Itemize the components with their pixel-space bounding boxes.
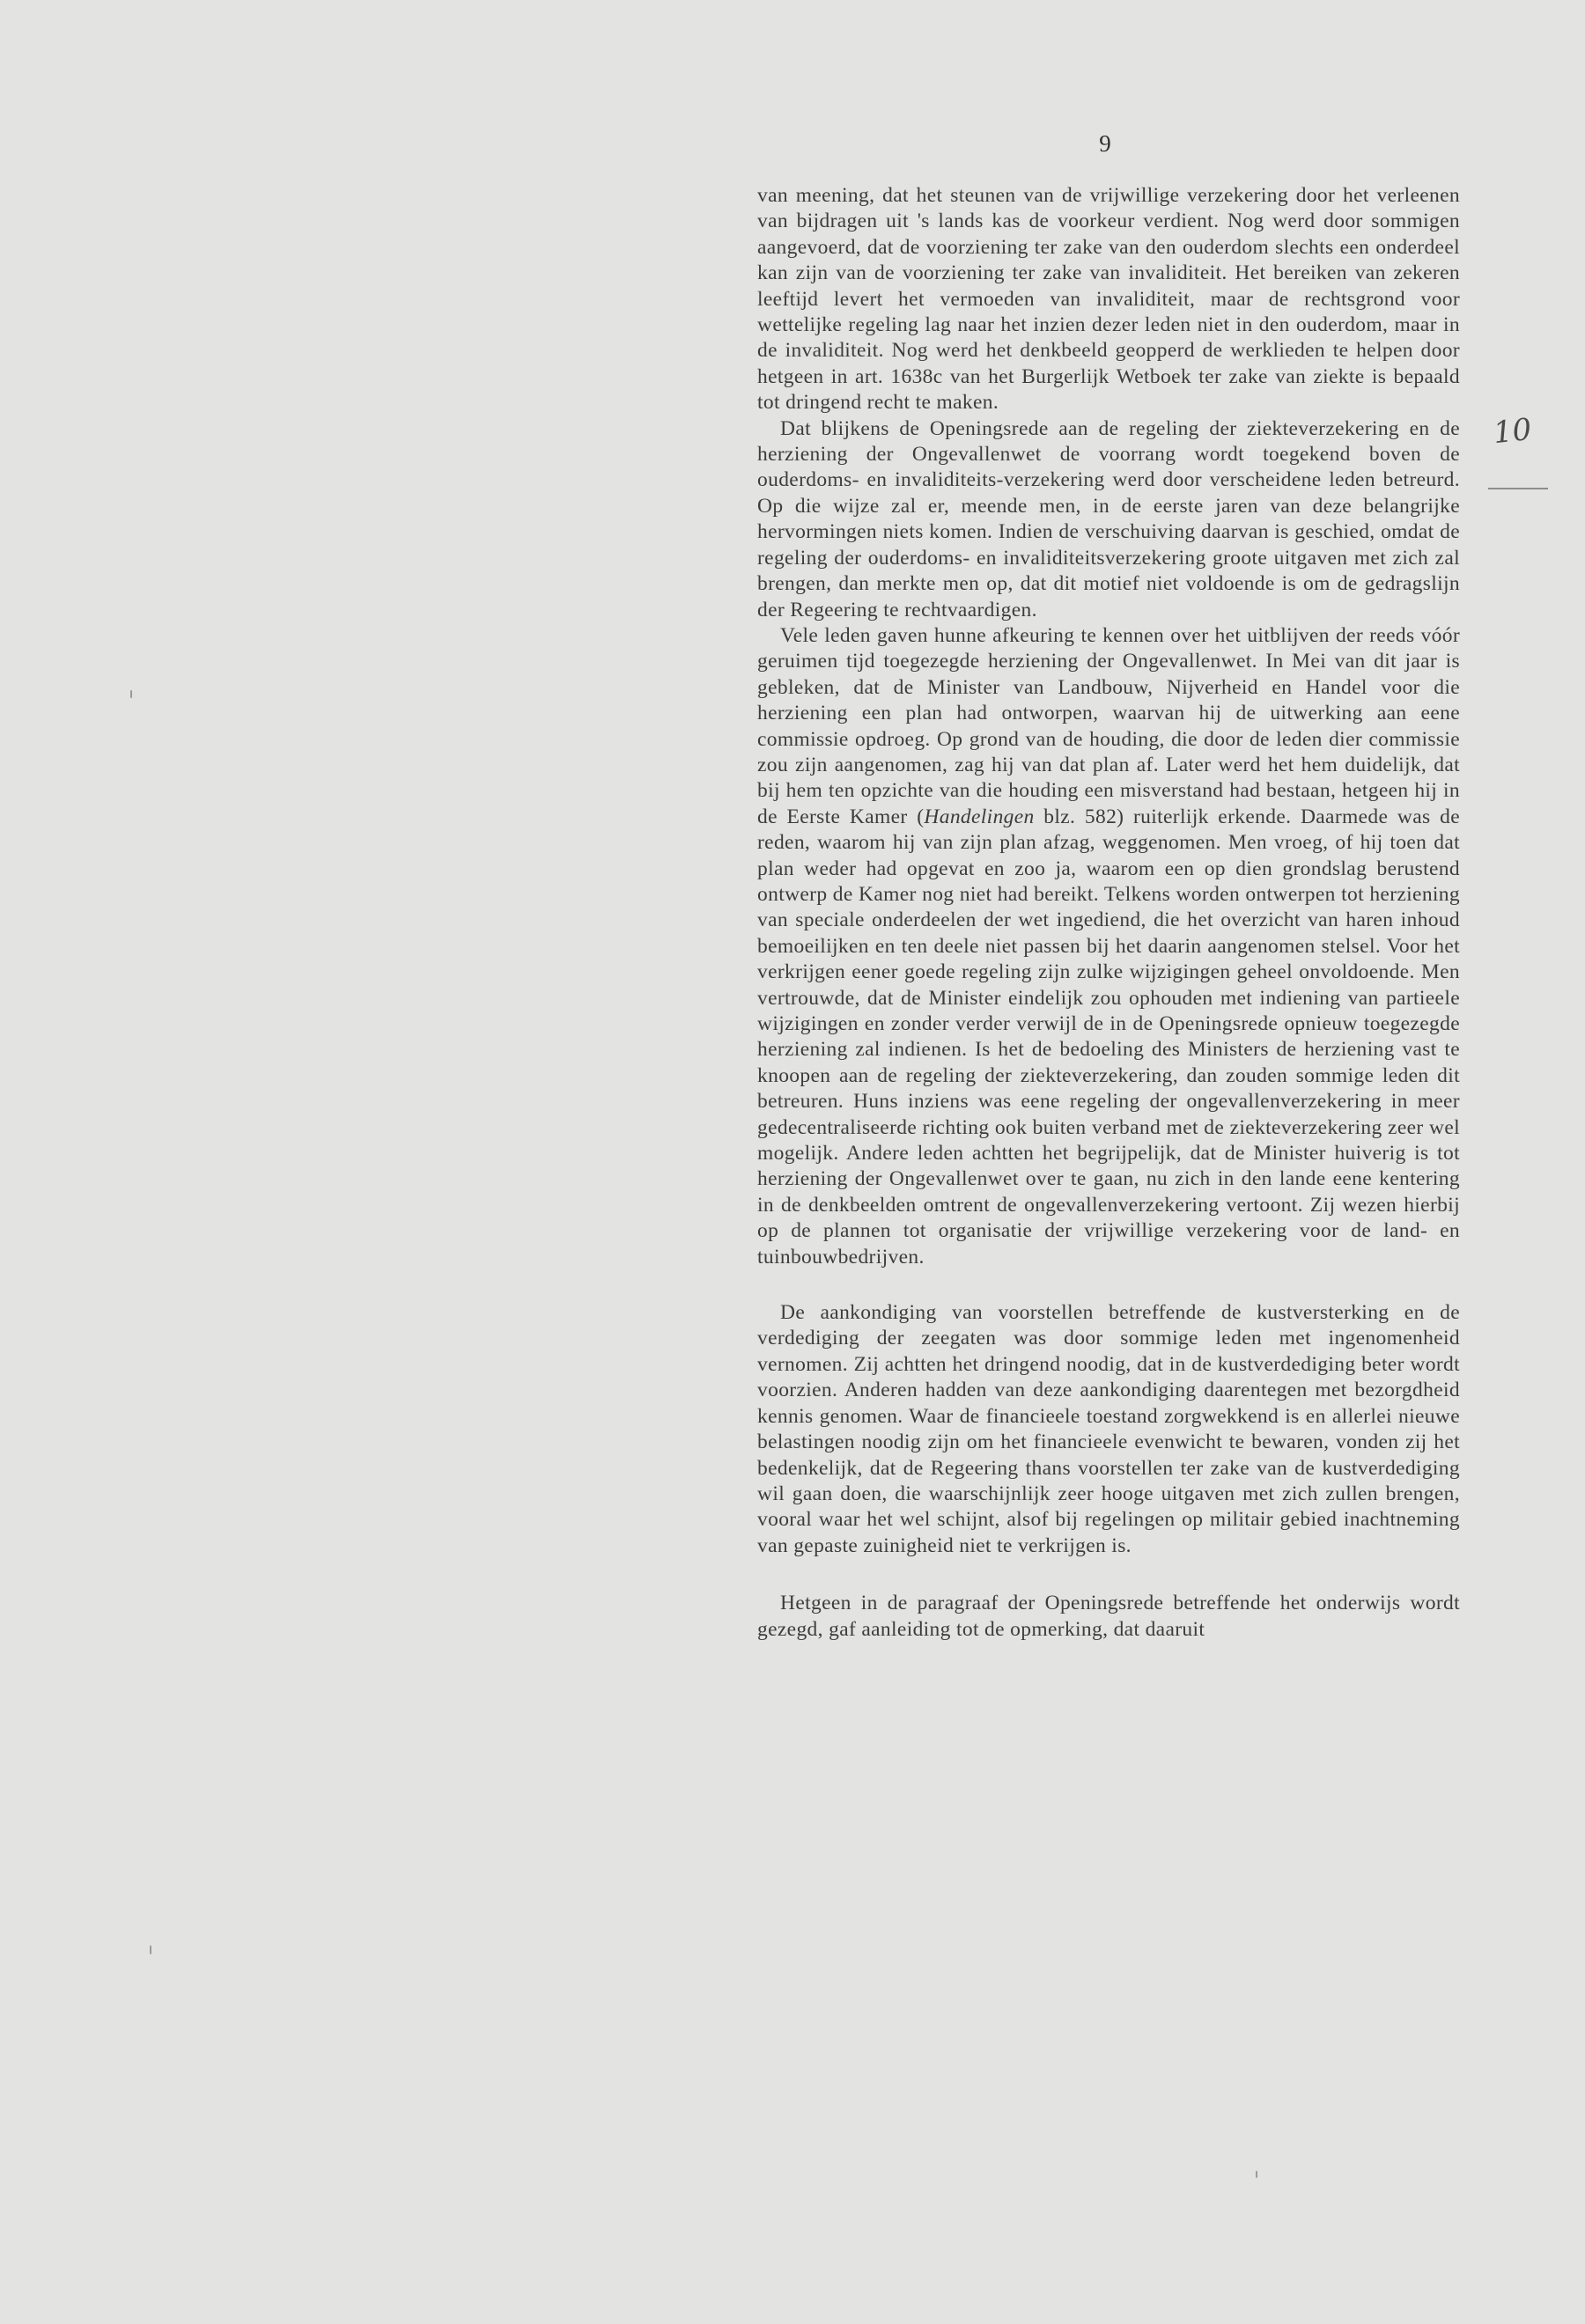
scan-speck — [1256, 2171, 1257, 2178]
margin-rule — [1488, 488, 1548, 489]
scan-speck — [150, 1945, 151, 1954]
text-column — [757, 183, 1460, 1643]
paragraph-text: Dat blijkens de Openingsrede aan de regeling der ziekteverzekering en de herziening der Ongevallenwet de voorrang wordt toegekend boven de ouderdoms- en invaliditeits-verzekering werd door verscheidene leden betreurd. Op die wijze zal er, meende men, in de eerste jaren van deze belangrijke hervormingen niets komen. Indien de verschuiving daarvan is geschied, omdat de regeling der ouderdoms- en invaliditeitsverzekering groote uitgaven met zich zal brengen, dan merkte men op, dat dit motief niet voldoende is om de gedragslijn der Regeering te rechtvaardigen. — [757, 416, 1460, 621]
paragraph-text: Hetgeen in de paragraaf der Openingsrede betreffende het onderwijs wordt gezegd, gaf aanleiding tot de opmerking, dat daaruit — [757, 1592, 1460, 1641]
page-number: 9 — [1099, 130, 1111, 157]
paragraph-text: De aankondiging van voorstellen betreffende de kustversterking en de verdediging der zeegaten was door sommige leden met ingenomenheid vernomen. Zij achtten het dringend noodig, dat in de kustverdediging beter wordt voorzien. Anderen hadden van deze aankondiging daarentegen met bezorgdheid kennis genomen. Waar de financieele toestand zorgwekkend is en allerlei nieuwe belastingen noodig zijn om het financieele evenwicht te bewaren, vonden zij het bedenkelijk, dat de Regeering thans voorstellen ter zake van de kustverdediging wil gaan doen, die waarschijnlijk zeer hooge uitgaven met zich zullen brengen, vooral waar het wel schijnt, alsof bij regelingen op militair gebied inachtneming van gepaste zuinigheid niet te verkrijgen is. — [757, 1301, 1460, 1557]
paragraph-3 — [757, 623, 1460, 1270]
scan-speck — [130, 690, 132, 698]
paragraph-text: van meening, dat het steunen van de vrijwillige verzekering door het verleenen van bijdragen uit 's lands kas de voorkeur verdient. Nog werd door sommigen aangevoerd, dat de voorziening ter zake van den ouderdom slechts een onderdeel kan zijn van de voorziening ter zake van invaliditeit. Het bereiken van zekeren leeftijd levert het vermoeden van invaliditeit, maar de rechtsgrond voor wettelijke regeling lag naar het inzien dezer leden niet in den ouderdom, maar in de invaliditeit. Nog werd het denkbeeld geopperd de werklieden te helpen door hetgeen in art. 1638c van het Burgerlijk Wetboek ter zake van ziekte is bepaald tot dringend recht te maken. — [757, 184, 1460, 415]
handwritten-margin-note: 10 — [1492, 411, 1534, 452]
paragraph-1 — [757, 183, 1460, 416]
paragraph-italic-reference: Handelingen — [924, 805, 1035, 828]
paragraph-text-continued: blz. 582) ruiterlijk erkende. Daarmede was de reden, waarom hij van zijn plan afzag, weggenomen. Men vroeg, of hij toen dat plan weder had opgevat en zoo ja, waarom een op dien grondslag berustend ontwerp de Kamer nog niet had bereikt. Telkens worden ontwerpen tot herziening van speciale onderdeelen der wet ingediend, die het overzicht van haren inhoud bemoeilijken en ten deele niet passen bij het daarin aangenomen stelsel. Voor het verkrijgen eener goede regeling zijn zulke wijzigingen geheel onvoldoende. Men vertrouwde, dat de Minister eindelijk zou ophouden met indiening van partieele wijzigingen en zonder verder verwijl de in de Openingsrede opnieuw toegezegde herziening zal indienen. Is het de bedoeling des Ministers de herziening vast te knoopen aan de regeling der ziekteverzekering, dan zouden sommige leden dit betreuren. Huns inziens was eene regeling der ongevallenverzekering in meer gedecentraliseerde richting ook buiten verband met de ziekteverzekering zeer wel mogelijk. Andere leden achtten het begrijpelijk, dat de Minister huiverig is tot herziening der Ongevallenwet over te gaan, nu zich in den lande eene kentering in de denkbeelden omtrent de ongevallenverzekering vertoont. Zij wezen hierbij op de plannen tot organisatie der vrijwillige verzekering voor de land- en tuinbouwbedrijven. — [757, 805, 1460, 1269]
paragraph-2 — [757, 416, 1460, 623]
paragraph-5 — [757, 1591, 1460, 1643]
paragraph-4 — [757, 1300, 1460, 1559]
paragraph-text: Vele leden gaven hunne afkeuring te kennen over het uitblijven der reeds vóór geruimen tijd toegezegde herziening der Ongevallenwet. In Mei van dit jaar is gebleken, dat de Minister van Landbouw, Nijverheid en Handel voor die herziening een plan had ontworpen, waarvan hij de uitwerking aan eene commissie opdroeg. Op grond van de houding, die door de leden dier commissie zou zijn aangenomen, zag hij van dat plan af. Later werd het hem duidelijk, dat bij hem ten opzichte van die houding een misverstand had bestaan, hetgeen hij in de Eerste Kamer ( — [757, 623, 1460, 828]
